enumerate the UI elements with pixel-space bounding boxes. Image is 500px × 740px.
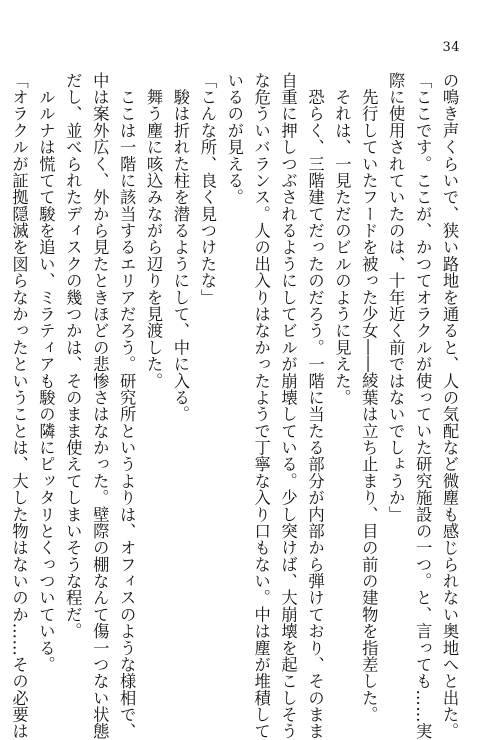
text-line: 中は案外広く、外から見たときほどの悲惨さはなかった。壁際の棚なんて傷一つない状態 (90, 72, 110, 740)
text-line: の鳴き声くらいで、狭い路地を通ると、人の気配など微塵も感じられない奥地へと出た。 (440, 72, 459, 740)
page-number: 34 (442, 40, 460, 55)
text-line: いるのが見える。 (224, 72, 244, 206)
text-line: な危ういバランス。人の出入りはなかったようで丁寧な入り口もない。中は塵が堆積して (251, 72, 271, 740)
text-line: 「オラクルが証拠隠滅を図らなかったということは、大した物はないのか……その必要は (9, 72, 29, 740)
text-line: 舞う塵に咳込みながら辺りを見渡した。 (144, 72, 164, 390)
text-line: だし、並べられたディスクの幾つかは、そのまま使えてしまいそうな程だ。 (63, 72, 83, 640)
text-line: 際に使用されていたのは、十年近く前ではないでしょうか」 (386, 72, 406, 523)
text-line: 駿は折れた柱を潜るようにして、中に入る。 (170, 72, 190, 423)
text-line: それは、一見ただのビルのように見えた。 (332, 72, 352, 406)
text-line: 先行していたフードを被った少女――綾葉は立ち止まり、目の前の建物を指差した。 (359, 72, 379, 723)
vertical-text-block (9, 72, 462, 740)
text-line: ルルナは慌てて駿を追い、ミラティアも駿の隣にピッタリとくっついている。 (36, 72, 56, 673)
text-line: ここは一階に該当するエリアだろう。研究所というよりは、オフィスのような様相で、 (117, 72, 137, 740)
text-line: 「こんな所、良く見つけたな」 (197, 72, 217, 306)
text-line: 自重に押しつぶされるようにしてビルが崩壊している。少し突けば、大崩壊を起こしそう (278, 72, 298, 740)
text-line: 恐らく、三階建てだったのだろう。一階に当たる部分が内部から弾けており、そのまま (305, 72, 325, 740)
text-line: 「ここです。ここが、かつてオラクルが使っていた研究施設の一つ。と、言っても……実 (413, 72, 433, 740)
